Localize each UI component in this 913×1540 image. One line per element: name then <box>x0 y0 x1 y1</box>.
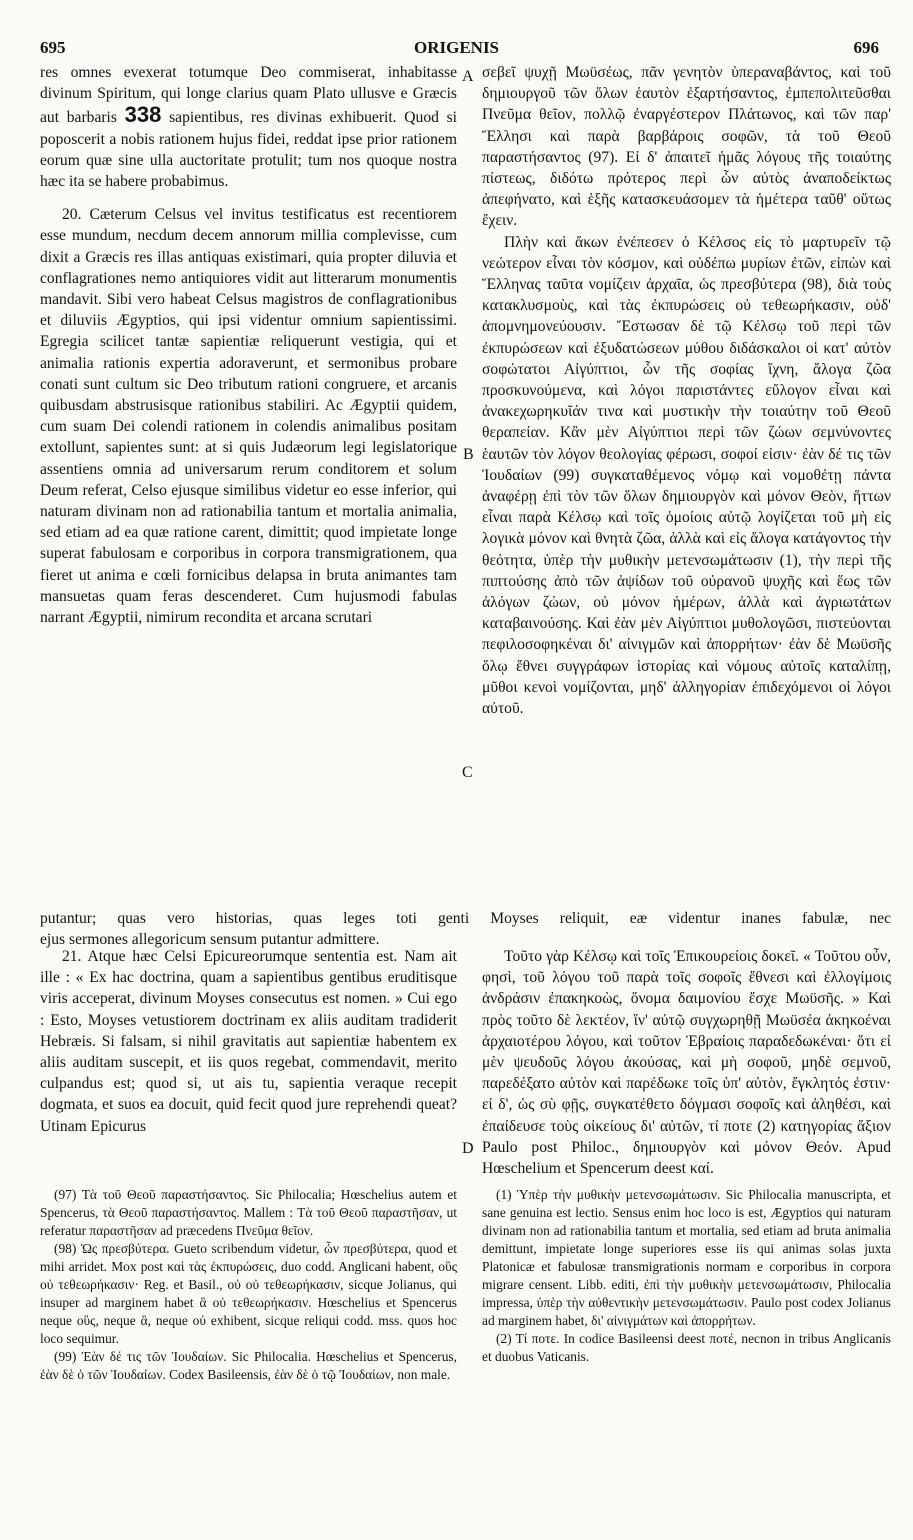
greek-paragraph-21: Τοῦτο γὰρ Κέλσῳ καὶ τοῖς Ἐπικουρείοις δοκεῖ. « Τοῦτου οὖν, φησὶ, τοῦ λόγου τοῦ παρὰ τοῖς σοφοῖς ἔθνεσι καὶ ἐλλογίμοις ἀνδράσιν ἐπακηκοὼς, ὄνομα δαιμονίου ἔσχε Μωϋσῆς. » Καὶ πρὸς τοῦτο δὲ λεκτέον, ἵν' αὐτῷ συγχωρηθῇ Μωϋσέα ἀκηκοέναι ἀρχαιοτέρου λόγου, καὶ τοῦτον Ἑβραίοις παραδεδωκέναι· ὅτι εἰ μὲν ψευδοῦς λόγου ἀκούσας, καὶ μὴ σοφοῦ, μηδὲ σεμνοῦ, παρεδέξατο αὐτὸν καὶ παρέδωκε τοῖς ὑπ' αὐτὸν, ἔγκλητός ἐστιν· εἰ δ', ὡς σὺ φῇς, συγκατέθετο δόγμασι σοφοῖς καὶ ἀληθέσι, καὶ ἐπαίδευσε τοὺς οἰκείους δι' αὐτῶν, τί ποτε (2) κατηγορίας ἄξιον Paulo post Philoc., δημιουργὸν καὶ μόνον Θεόν. Apud Hœschelium et Spencerum deest καί. <box>482 948 891 1178</box>
footnote-97: (97) Τὰ τοῦ Θεοῦ παραστήσαντος. Sic Philocalia; Hœschelius autem et Spencerus, τὰ Θεοῦ παραστήσαντος. Mallem : Τὰ τοῦ Θεοῦ παραστῆσαν, ut referatur παραστῆσαν ad præcedens Πνεῦμα θεῖον. <box>40 1187 457 1238</box>
page-number-right: 696 <box>853 38 879 57</box>
running-title: ORIGENIS <box>413 38 500 57</box>
footnotes-right <box>482 1186 891 1366</box>
latin-paragraph: res omnes evexerat totumque Deo commiserat, inhabitasse divinum Spiritum, qui longe clarius quam Plato ullusve e Græcis aut barbaris 338 sapientibus, res divinas exhibuerit. Quod si poposcerit a nobis rationem hujus fidei, reddat ipse prior rationem eorum quæ sine ulla auctoritate protulit; tum nos quoque nostra hæc ita se habere probabimus. <box>40 64 458 191</box>
margin-mark-b: B <box>463 446 474 463</box>
full-width-lines <box>40 908 891 950</box>
margin-mark-a: A <box>462 68 474 85</box>
margin-mark-d: D <box>462 1140 474 1157</box>
footnote-1: (1) Ὑπὲρ τὴν μυθικὴν μετενσωμάτωσιν. Sic Philocalia manuscripta, et sane genuina est lectio. Sensus enim hoc loco is est, Ægyptios qui naturam divinam non ad rationabilia tantum et mortalia, sed etiam ad bruta animalia demittunt, impietate longe superiores esse iis qui animas solas juxta Platonicæ et fabulosæ transmigrationis normam e corporibus in corpora migrare censent. Libb. editi, ἐπὶ τὴν μυθικὴν μετενσωμάτωσιν, Philocalia impressa, ὑπὲρ τὴν αὐθεντικὴν μετενσωμάτωσιν. Paulo post codex Jolianus ad marginem habet, δι' αἰνιγμάτων καὶ ἀπορρήτων. <box>482 1187 891 1328</box>
greek-column-bottom <box>482 946 891 1179</box>
latin-column-top <box>40 62 457 628</box>
latin-column-bottom <box>40 946 457 1137</box>
footnote-2: (2) Τί ποτε. In codice Basileensi deest ποτέ, necnon in tribus Anglicanis et duobus Vaticanis. <box>482 1331 891 1364</box>
wide-line-2: ejus sermones allegoricum sensum putantur admittere. <box>40 931 380 949</box>
greek-paragraph-20: Πλὴν καὶ ἄκων ἐνέπεσεν ὁ Κέλσος εἰς τὸ μαρτυρεῖν τῷ νεώτερον εἶναι τὸν κόσμον, καὶ οὐδέπω μυρίων ἐτῶν, εἰπὼν καὶ Ἕλληνας ταῦτα νομίζειν ἀρχαῖα, ὡς πρεσβύτερα (98), διὰ τοὺς κατακλυσμοὺς, καὶ τὰς ἐκπυρώσεις οὐ τεθεωρήκασιν, οὐδ' ἀπομνημονεύουσιν. Ἔστωσαν δὲ τῷ Κέλσῳ τοῦ περὶ τῶν ἐκπυρώσεων καὶ ἐξυδατώσεων μύθου διδάσκαλοι οἱ κατ' αὐτὸν σοφώτατοι Αἰγύπτιοι, ὧν τῆς σοφίας ἴχνη, ἄλογα ζῶα προσκυνούμενα, καὶ λόγοι παριστάντες εὔλογον εἶναι καὶ ἀνακεχωρηκυῖάν τινα καὶ μυστικὴν τὴν τοιαύτην τοῦ Θεοῦ θεραπείαν. Κἂν μὲν Αἰγύπτιοι περὶ τῶν ζώων σεμνύνοντες ἑαυτῶν τὸν λόγον θεολογίας φέρωσι, σοφοί εἰσιν· ἐὰν δέ τις τῶν Ἰουδαίων (99) συγκαταθέμενος νόμῳ καὶ νομοθέτῃ πάντα ἀναφέρῃ ἐπὶ τὸν τῶν ὅλων δημιουργὸν καὶ μόνον Θεὸν, ἥττων εἶναι παρὰ Κέλσῳ καὶ τοῖς ὁμοίοις αὐτῷ λογίζεται τοῦ μὴ εἰς λογικὰ μόνον καὶ θνητὰ ζῶα, ἀλλὰ καὶ εἰς ἄλογα κατάγοντος τὴν θεότητα, ὑπὲρ τὴν μυθικὴν μετενσωμάτωσιν (1), τὴν περὶ τῆς πιπτούσης ἀπὸ τῶν ἀψίδων τοῦ οὐρανοῦ ψυχῆς καὶ ἕως τῶν ἀλόγων ζώων, οὐ μόνον ἡμέρων, ἀλλὰ καὶ ἀγριωτάτων καταβαινούσης. Καὶ ἐὰν μὲν Αἰγύπτιοι μυθολογῶσι, πιστεύονται πεφιλοσοφηκέναι δι' αἰνιγμῶν καὶ ἀπορρήτων· ἐὰν δὲ Μωϋσῆς ὅλῳ ἔθνει συγγράφων ἱστορίας καὶ νόμους αὐτοῖς καταλίπῃ, μῦθοι κενοὶ νομίζονται, μηδ' ἀλληγορίαν ἐπιδεχόμενοι οἱ λόγοι αὐτοῦ. <box>482 233 891 718</box>
latin-paragraph-20: 20. Cæterum Celsus vel invitus testificatus est recentiorem esse mundum, necdum decem annorum millia complevisse, cum dixit a Græcis res illas antiquas existimari, quia propter diluvia et conflagrationes nemo antiquiores vidit aut litterarum monumentis mandavit. Sibi vero habeat Celsus magistros de conflagrationibus et diluviis Ægyptios, qui ipsi videntur omnium sapientissimi. Egregia scilicet tantæ sapientiæ reliquerunt vestigia, qui et animalia rationis expertia adoraverunt, et sermonibus probare conati sunt cultum sic Deo tributum rationi congruere, et arcanis quibusdam abstrusisque rationibus stabiliri. Ac Ægyptii quidem, cum suam Dei colendi rationem in colendis animalibus positam extollunt, sapientes sunt: at si quis Judæorum legi legislatorique assentiens omnia ad universarum rerum conditorem et solum Deum referat, Celso ejusque similibus videtur eo esse inferior, qui naturam divinam non ad rationabilia tantum et mortalia animalia, sed etiam ad ea quæ ratione carent, dimittit; quod impietate longe superat fabulosam e corporibus in corpora transmigrationem, qua fieret ut anima e cœli fornicibus delapsa in bruta animantes tam mansuetas quam feras descenderet. Cum hujusmodi fabulas narrant Ægyptii, nimirum recondita et arcana scrutari <box>40 206 457 627</box>
page-number-left: 695 <box>40 38 66 57</box>
footnote-99: (99) Ἐὰν δέ τις τῶν Ἰουδαίων. Sic Philocalia. Hœschelius et Spencerus, ἐὰν δὲ ὁ τῶν Ἰουδαίων. Codex Basileensis, ἐὰν δὲ ὁ τῷ Ἰουδαίων, non male. <box>40 1349 457 1382</box>
footnote-98: (98) Ὡς πρεσβύτερα. Gueto scribendum videtur, ὧν πρεσβύτερα, quod et mihi arridet. Mox post καὶ τὰς ἐκπυρώσεις, duo codd. Anglicani habent, οὓς οὐ τεθεωρήκασιν· Reg. et Basil., οὐ οὐ τεθεωρήκασιν, sicque Jolianus, qui insuper ad marginem habet ἃ οὐ τεθεωρήκασιν. Hœschelius et Spencerus neque οὓς, neque ἃ, neque οὐ exhibent, sicque reliqui codd. mss. quos hoc loco sequimur. <box>40 1241 457 1346</box>
latin-paragraph-21: 21. Atque hæc Celsi Epicureorumque sententia est. Nam ait ille : « Ex hac doctrina, quam a sapientibus gentibus eruditisque viris acceperat, divinum Moyses consecutus est nomen. » Cui ego : Esto, Moyses vetustiorem doctrinam ex aliis auditam tradiderit Hebræis. Si falsam, si nihil gravitatis aut sapientiæ habentem ex aliis auditam suscepit, et iis quos regebat, commendavit, merito culpandus est; quod si, ut ais tu, sapientia veraque recepit dogmata, et suos ea docuit, quid fecit quod jure reprehendi queat? Utinam Epicurus <box>40 948 457 1135</box>
footnotes-left <box>40 1186 457 1384</box>
wide-line-1: putantur; quas vero historias, quas leges toti genti Moyses reliquit, eæ videntur inanes fabulæ, nec <box>40 910 891 927</box>
margin-mark-c: C <box>462 764 473 781</box>
margin-number-338: 338 <box>124 102 162 128</box>
greek-paragraph: σεβεῖ ψυχῇ Μωϋσέως, πᾶν γενητὸν ὑπεραναβάντος, καὶ τοῦ δημιουργοῦ τῶν ὅλων ἑαυτὸν ἐξαρτήσαντος, ἐμπεπολιτεῦσθαι Πνεῦμα θεῖον, πολλῷ ἐναργέστερον Πλάτωνος, καὶ τῶν παρ' Ἕλλησι καὶ παρὰ βαρβάροις σοφῶν, τὰ τοῦ Θεοῦ παραστήσαντος (97). Εἰ δ' ἀπαιτεῖ ἡμᾶς λόγους τῆς τοιαύτης πίστεως, διδότω πρότερος περὶ ὧν αὐτὸς ἀναποδείκτως ἀπεφήνατο, καὶ ἑξῆς κατασκευάσομεν τὰ ἡμέτερα ταῦθ' οὕτως ἔχειν. <box>482 64 891 230</box>
greek-column-top <box>482 62 891 719</box>
